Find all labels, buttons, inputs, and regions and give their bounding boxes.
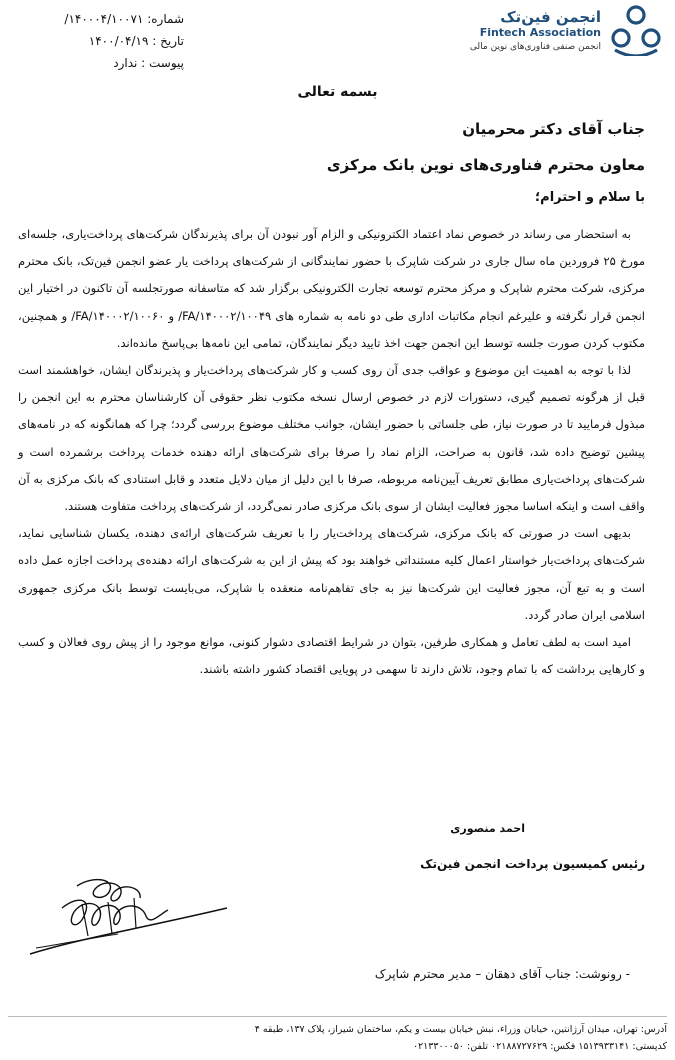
recipient-title: معاون محترم فناوری‌های نوین بانک مرکزی	[326, 156, 645, 174]
footer-divider	[8, 1016, 667, 1017]
body-paragraph: بدیهی است در صورتی که بانک مرکزی، شرکت‌های پرداخت‌یار را با تعریف شرکت‌های ارائه‌ی دهنده، یکسان شناسایی نماید، شرکت‌های پرداخت‌یار خواستار اعمال کلیه مستنداتی خواهند بود که پیش از این به شرکت‌های ارائه دهنده‌ی پرداخت اجازه عمل داده است و به تبع آن، مجوز فعالیت این شرکت‌ها نیز به جای تفاهم‌نامه منعقده با شاپرک، می‌بایست توسط بانک مرکزی جمهوری اسلامی ایران صادر گردد.	[18, 526, 645, 622]
logo-subtitle: انجمن صنفی فناوری‌های نوین مالی	[469, 42, 601, 52]
recipient-name: جناب آقای دکتر محرمیان	[462, 120, 645, 138]
bismillah-heading: بسمه تعالی	[297, 84, 378, 100]
logo-name-fa: انجمن فین‌تک	[500, 8, 601, 26]
footer-address: آدرس: تهران، میدان آرژانتین، خیابان وزراء، نبش خیابان بیست و یکم، ساختمان شیراز، پلاک ۱۳۷، طبقه ۴	[254, 1024, 667, 1035]
letter-meta	[14, 8, 184, 74]
logo-emblem-icon	[607, 4, 665, 56]
fintech-association-logo	[415, 4, 665, 58]
footer-contacts: کدپستی: ۱۵۱۳۹۳۳۱۴۱ فکس: ۰۲۱۸۸۷۲۷۶۲۹ تلفن: ۰۲۱۳۳۰۰۰۵۰	[412, 1041, 667, 1052]
logo-name-en: Fintech Association	[479, 26, 601, 39]
letter-attachment: پیوست : ندارد	[113, 56, 184, 70]
body-paragraph: لذا با توجه به اهمیت این موضوع و عواقب جدی آن روی کسب و کار شرکت‌های پرداخت‌یار و پذیرندگان ایشان، خواهشمند است قبل از هرگونه تصمیم گیری، دستورات لازم در خصوص ارسال نسخه مکتوب نظر حقوقی آن کارشناسان محترم به این انجمن را مبذول فرمایید تا در صورت نیاز، طی جلساتی با حضور ایشان، جوانب مختلف موضوع بررسی گردد؛ چرا که همانگونه که در نامه‌های پیشین توضیح داده شد، قانون به صراحت، الزام نماد را صرفا برای شرکت‌های ارائه دهنده خدمات پرداخت برشمرده است و شرکت‌های پرداخت‌یاری مطابق تعریف آیین‌نامه مربوطه، صرفا با این دلیل از میان دلایل متعدد و قابل استنادی که بانک مرکزی به آن واقف است و اینکه اساسا مجوز فعالیت ایشان از سوی بانک مرکزی صادر نمی‌گردد، از شرکت‌های پرداخت متفاوت هستند.	[18, 363, 645, 514]
letter-body	[18, 221, 645, 683]
letter-footer	[7, 1021, 667, 1055]
signatory-title: رئیس کمیسیون پرداخت انجمن فین‌تک	[420, 857, 645, 871]
letter-date: تاریخ : ۱۴۰۰/۰۴/۱۹	[88, 34, 184, 48]
letter-number: شماره: ۱۴۰۰۰۴/۱۰۰۷۱/	[64, 12, 184, 26]
handwritten-signature-icon	[22, 868, 232, 963]
body-paragraph: به استحضار می رساند در خصوص نماد اعتماد الکترونیکی و الزام آور نبودن آن برای پذیرندگان شرکت‌های پرداخت‌یاری، جلسه‌ای مورخ ۲۵ فروردین ماه سال جاری در شرکت شاپرک با حضور نمایندگانی از شرکت‌های پرداخت یار عضو انجمن فین‌تک، بانک محترم مرکزی، شرکت محترم شاپرک و مرکز محترم توسعه تجارت الکترونیکی برگزار شد که متاسفانه صورتجلسه آن تاکنون در اختیار این انجمن قرار نگرفته و علیرغم انجام مکاتبات اداری طی دو نامه به شماره های FA/۱۴۰۰۰۲/۱۰۰۴۹/ و FA/۱۴۰۰۰۲/۱۰۰۶۰/ و همچنین، مکتوب کردن صورت جلسه توسط این انجمن جهت اخذ تایید دیگر نمایندگان، تمامی این نامه‌ها بی‌پاسخ مانده‌اند.	[18, 227, 645, 350]
body-paragraph: امید است به لطف تعامل و همکاری طرفین، بتوان در شرایط اقتصادی دشوار کنونی، موانع موجود را از پیش روی فعالان و کسب و کارهایی برداشت که با تمام وجود، تلاش دارند تا سهمی در پویایی اقتصاد کشور داشته باشند.	[18, 635, 645, 677]
signatory-name: احمد منصوری	[450, 822, 525, 835]
carbon-copy-line: - رونوشت: جناب آقای دهقان – مدیر محترم شاپرک	[374, 967, 630, 981]
greeting: با سلام و احترام؛	[534, 190, 645, 205]
